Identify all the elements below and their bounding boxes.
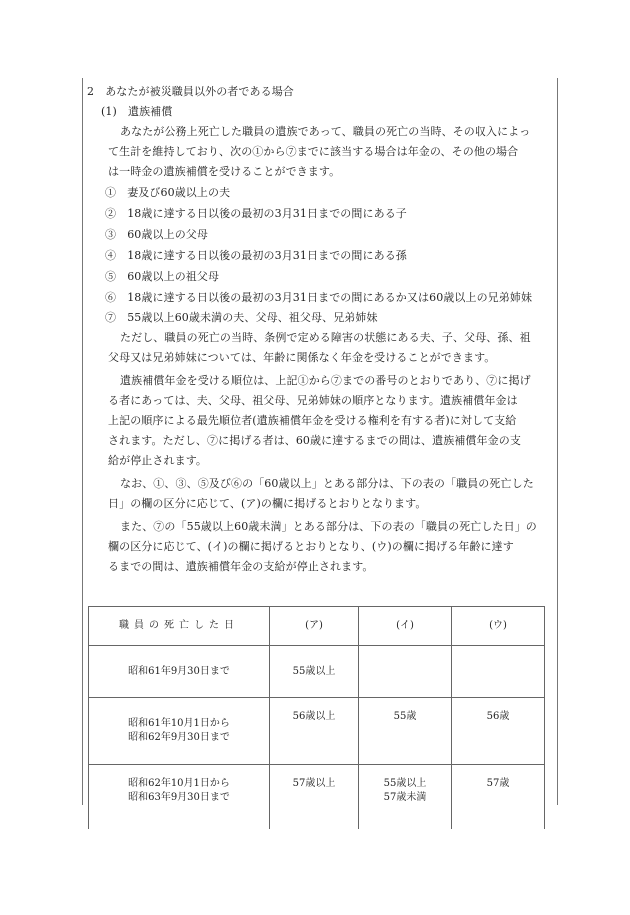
list-item: ① 妻及び60歳以上の夫	[105, 186, 231, 199]
table-cell: 56歳	[452, 698, 545, 765]
paragraph-line: 給が停止されます。	[108, 454, 208, 467]
paragraph-line: るまでの間は、遺族補償年金の支給が停止されます。	[108, 560, 374, 573]
table-cell: 昭和62年10月1日から 昭和63年9月30日まで	[89, 765, 270, 830]
list-item: ④ 18歳に達する日以後の最初の3月31日までの間にある孫	[105, 249, 407, 262]
paragraph-line: なお、①、③、⑤及び⑥の「60歳以上」とある部分は、下の表の「職員の死亡した	[120, 477, 534, 490]
paragraph-line: あなたが公務上死亡した職員の遺族であって、職員の死亡の当時、その収入によっ	[120, 125, 531, 138]
paragraph-line: る者にあっては、夫、父母、祖父母、兄弟姉妹の順序となります。遺族補償年金は	[108, 394, 518, 407]
table-cell	[359, 646, 452, 698]
table-row	[89, 698, 545, 765]
table-cell: 56歳以上	[270, 698, 359, 765]
subsection-heading: (1) 遺族補償	[101, 105, 173, 118]
table-cell: 55歳	[359, 698, 452, 765]
paragraph-line: 父母又は兄弟姉妹については、年齢に関係なく年金を受けることができます。	[108, 351, 496, 364]
paragraph-line: されます。ただし、⑦に掲げる者は、60歳に達するまでの間は、遺族補償年金の支	[108, 434, 521, 447]
paragraph-line: 欄の区分に応じて、(イ)の欄に掲げるとおりとなり、(ウ)の欄に掲げる年齢に達す	[108, 540, 514, 553]
table-cell: 55歳以上 57歳未満	[359, 765, 452, 830]
paragraph-line: 上記の順序による最先順位者(遺族補償年金を受ける権利を有する者)に対して支給	[108, 414, 517, 427]
table-header-row	[89, 607, 545, 646]
section-heading: 2 あなたが被災職員以外の者である場合	[87, 85, 294, 98]
table-header-cell: (イ)	[359, 607, 452, 646]
table-cell: 57歳以上	[270, 765, 359, 830]
table-row	[89, 646, 545, 698]
paragraph-line: は一時金の遺族補償を受けることができます。	[108, 165, 341, 178]
list-item: ⑥ 18歳に達する日以後の最初の3月31日までの間にあるか又は60歳以上の兄弟姉妹	[105, 291, 533, 304]
table-cell: 57歳	[452, 765, 545, 830]
paragraph-line: また、⑦の「55歳以上60歳未満」とある部分は、下の表の「職員の死亡した日」の	[120, 520, 537, 533]
list-item: ③ 60歳以上の父母	[105, 228, 208, 241]
paragraph-line: 遺族補償年金を受ける順位は、上記①から⑦までの番号のとおりであり、⑦に掲げ	[120, 374, 531, 387]
list-item: ⑤ 60歳以上の祖父母	[105, 270, 220, 283]
paragraph-line: 日」の欄の区分に応じて、(ア)の欄に掲げるとおりとなります。	[108, 497, 427, 510]
age-table	[88, 606, 545, 829]
paragraph-line: て生計を維持しており、次の①から⑦までに該当する場合は年金の、その他の場合	[108, 145, 519, 158]
paragraph-line: ただし、職員の死亡の当時、条例で定める障害の状態にある夫、子、父母、孫、祖	[120, 331, 531, 344]
table-cell: 昭和61年10月1日から 昭和62年9月30日まで	[89, 698, 270, 765]
table-header-cell: (ア)	[270, 607, 359, 646]
table-cell: 昭和61年9月30日まで	[89, 646, 270, 698]
table-header-cell: (ウ)	[452, 607, 545, 646]
table-cell: 55歳以上	[270, 646, 359, 698]
list-item: ⑦ 55歳以上60歳未満の夫、父母、祖父母、兄弟姉妹	[105, 311, 378, 324]
table-row	[89, 765, 545, 830]
table-cell	[452, 646, 545, 698]
list-item: ② 18歳に達する日以後の最初の3月31日までの間にある子	[105, 207, 407, 220]
table-header-cell: 職員の死亡した日	[89, 607, 270, 646]
